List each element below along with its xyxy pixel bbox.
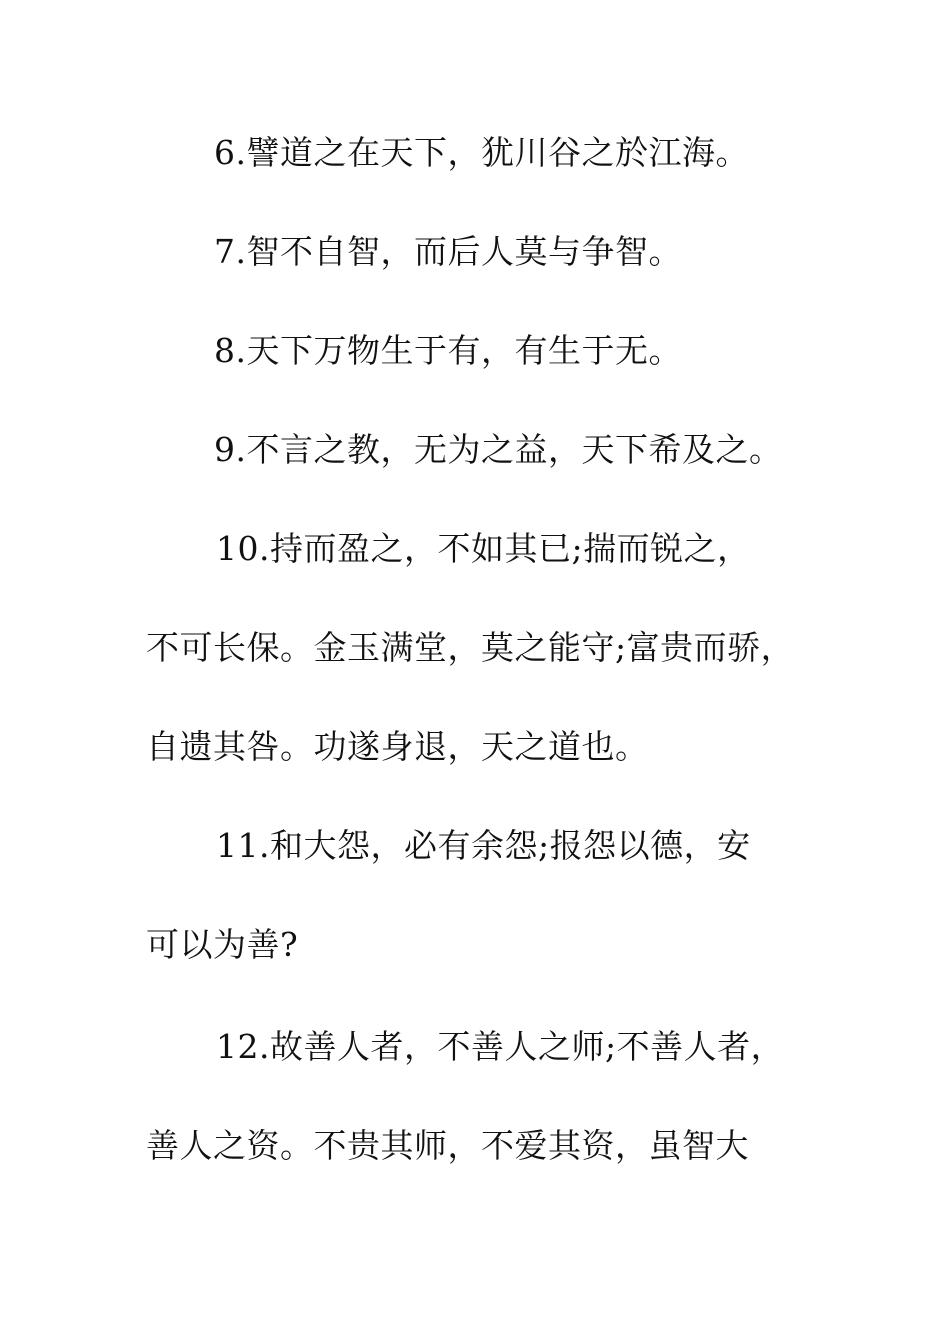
text-line-item-11-cont: 可以为善?	[146, 925, 299, 964]
text-line-item-9: 9.不言之教，无为之益，天下希及之。	[214, 430, 783, 469]
text-line-item-11-start: 11.和大怨，必有余怨;报怨以德，安	[216, 826, 751, 865]
text-line-item-10-start: 10.持而盈之，不如其已;揣而锐之，	[216, 529, 751, 568]
text-line-item-12-cont: 善人之资。不贵其师，不爱其资，虽智大	[146, 1126, 749, 1165]
text-line-item-10-cont-1: 不可长保。金玉满堂，莫之能守;富贵而骄，	[146, 628, 795, 667]
text-line-item-8: 8.天下万物生于有，有生于无。	[214, 331, 682, 370]
text-line-item-12-start: 12.故善人者，不善人之师;不善人者，	[216, 1027, 785, 1066]
text-line-item-10-cont-2: 自遗其咎。功遂身退，天之道也。	[146, 727, 649, 766]
text-line-item-6: 6.譬道之在天下，犹川谷之於江海。	[214, 133, 749, 172]
text-line-item-7: 7.智不自智，而后人莫与争智。	[214, 232, 682, 271]
